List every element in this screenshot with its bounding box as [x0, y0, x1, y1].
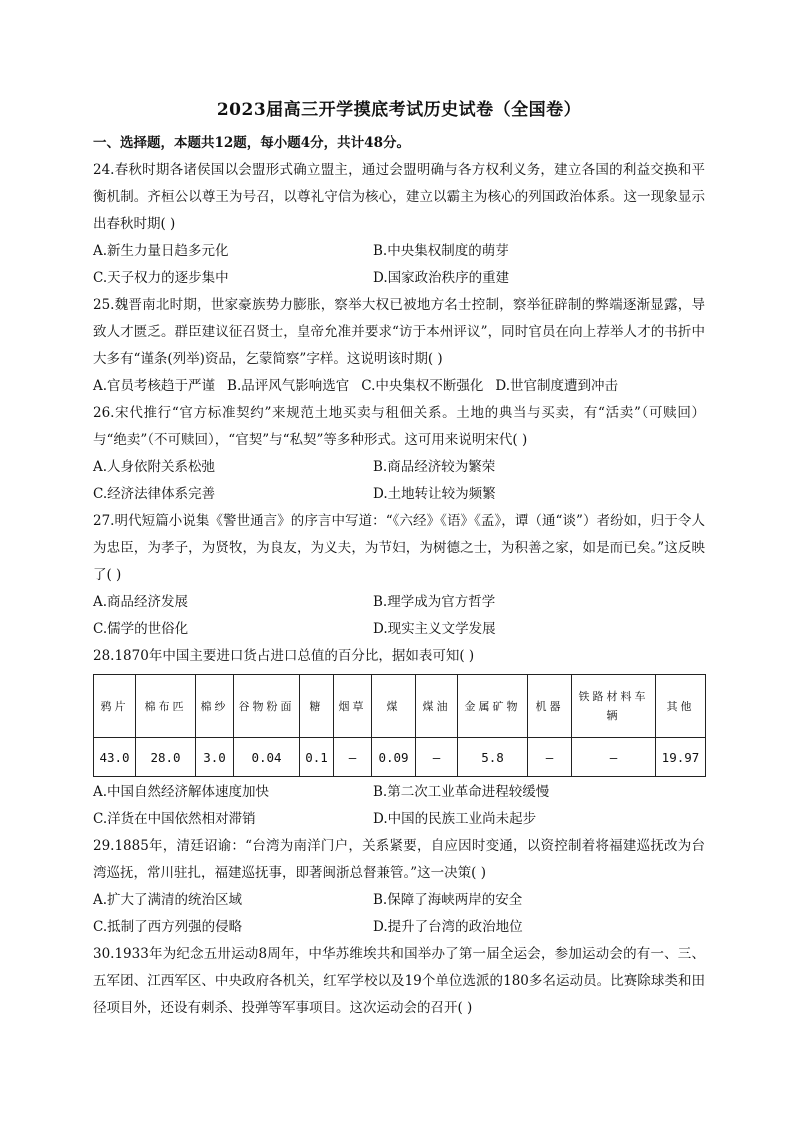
table-header-cell: 铁路材料车辆 [572, 675, 656, 738]
table-header-cell: 棉布匹 [136, 675, 196, 738]
question-28-options [93, 779, 705, 833]
option-d: D.世官制度遭到冲击 [495, 378, 619, 394]
option-b: B.第二次工业革命进程较缓慢 [373, 784, 550, 800]
table-cell: 5.8 [458, 738, 528, 777]
question-26-stem: 26.宋代推行“官方标准契约”来规范土地买卖与租佃关系。土地的典当与买卖，有“活卖”（可赎回）与“绝卖”（不可赎回），“官契”与“私契”等多种形式。这可用来说明宋代( ) [93, 405, 705, 448]
question-26-options [93, 454, 705, 508]
question-25-options [93, 373, 705, 400]
table-cell: 28.0 [136, 738, 196, 777]
table-value-row [94, 738, 706, 777]
option-a: A.人身依附关系松弛 [93, 459, 216, 475]
option-d: D.土地转让较为频繁 [373, 486, 496, 502]
option-b: B.理学成为官方哲学 [373, 594, 496, 610]
question-27-stem: 27.明代短篇小说集《警世通言》的序言中写道：“《六经》《语》《孟》，谭（通“谈”）者纷如，归于令人为忠臣，为孝子，为贤牧，为良友，为义夫，为节妇，为树德之士，为积善之家，如是而已矣。”这反映了( ) [93, 513, 705, 583]
table-header-cell: 棉纱 [196, 675, 234, 738]
option-a: A.中国自然经济解体速度加快 [93, 784, 270, 800]
table-cell: — [528, 738, 572, 777]
option-c: C.天子权力的逐步集中 [93, 270, 229, 286]
option-c: C.经济法律体系完善 [93, 486, 216, 502]
question-25-stem: 25.魏晋南北时期，世家豪族势力膨胀，察举大权已被地方名士控制，察举征辟制的弊端逐渐显露，导致人才匮乏。群臣建议征召贤士，皇帝允准并要求“访于本州评议”，同时官员在向上荐举人才的书折中大多有“谨条(列举)资品，乞蒙简察”字样。这说明该时期( ) [93, 297, 705, 367]
table-header-cell: 糖 [300, 675, 334, 738]
option-c: C.洋货在中国依然相对滞销 [93, 811, 256, 827]
table-header-cell: 鸦片 [94, 675, 136, 738]
option-d: D.国家政治秩序的重建 [373, 270, 510, 286]
option-d: D.提升了台湾的政治地位 [373, 919, 523, 935]
question-30-stem: 30.1933年为纪念五卅运动8周年，中华苏维埃共和国举办了第一届全运会，参加运动会的有一、三、五军团、江西军区、中央政府各机关，红军学校以及19个单位选派的180多名运动员。比赛除球类和田径项目外，还设有刺杀、投弹等军事项目。这次运动会的召开( ) [93, 946, 705, 1016]
option-b: B.商品经济较为繁荣 [373, 459, 496, 475]
question-29-stem: 29.1885年，清廷诏谕：“台湾为南洋门户，关系紧要，自应因时变通，以资控制着将福建巡抚改为台湾巡抚，常川驻扎，福建巡抚事，即著闽浙总督兼管。”这一决策( ) [93, 838, 705, 881]
table-cell: 43.0 [94, 738, 136, 777]
option-b: B.中央集权制度的萌芽 [373, 243, 509, 259]
question-27-options [93, 589, 705, 643]
table-header-row [94, 675, 706, 738]
question-28-stem: 28.1870年中国主要进口货占进口总值的百分比，据如表可知( ) [93, 648, 475, 664]
option-d: D.现实主义文学发展 [373, 621, 496, 637]
option-a: A.官员考核趋于严谨 [93, 378, 216, 394]
option-a: A.扩大了满清的统治区域 [93, 892, 243, 908]
option-a: A.新生力量日趋多元化 [93, 243, 229, 259]
table-cell: 3.0 [196, 738, 234, 777]
table-cell: 0.09 [372, 738, 416, 777]
table-header-cell: 其他 [656, 675, 706, 738]
table-cell: 19.97 [656, 738, 706, 777]
table-header-cell: 烟草 [334, 675, 372, 738]
option-c: C.中央集权不断强化 [361, 378, 484, 394]
option-b: B.保障了海峡两岸的安全 [373, 892, 523, 908]
option-c: C.儒学的世俗化 [93, 621, 189, 637]
section-heading: 一、选择题，本题共12题，每小题4分，共计48分。 [93, 135, 410, 151]
table-header-cell: 煤 [372, 675, 416, 738]
table-header-cell: 机器 [528, 675, 572, 738]
exam-page [93, 95, 705, 1022]
question-29-options [93, 887, 705, 941]
option-a: A.商品经济发展 [93, 594, 189, 610]
table-cell: 0.04 [234, 738, 300, 777]
option-b: B.品评风气影响选官 [227, 378, 350, 394]
table-cell: — [334, 738, 372, 777]
table-header-cell: 金属矿物 [458, 675, 528, 738]
question-24-stem: 24.春秋时期各诸侯国以会盟形式确立盟主，通过会盟明确与各方权利义务，建立各国的利益交换和平衡机制。齐桓公以尊王为号召，以尊礼守信为核心，建立以霸主为核心的列国政治体系。这一现象显示出春秋时期( ) [93, 162, 705, 232]
table-cell: — [416, 738, 458, 777]
table-cell: 0.1 [300, 738, 334, 777]
option-c: C.抵制了西方列强的侵略 [93, 919, 243, 935]
page-title: 2023届高三开学摸底考试历史试卷（全国卷） [216, 100, 582, 120]
question-24-options [93, 238, 705, 292]
import-share-table [93, 674, 706, 777]
table-cell: — [572, 738, 656, 777]
table-header-cell: 煤油 [416, 675, 458, 738]
option-d: D.中国的民族工业尚未起步 [373, 811, 537, 827]
table-header-cell: 谷物粉面 [234, 675, 300, 738]
